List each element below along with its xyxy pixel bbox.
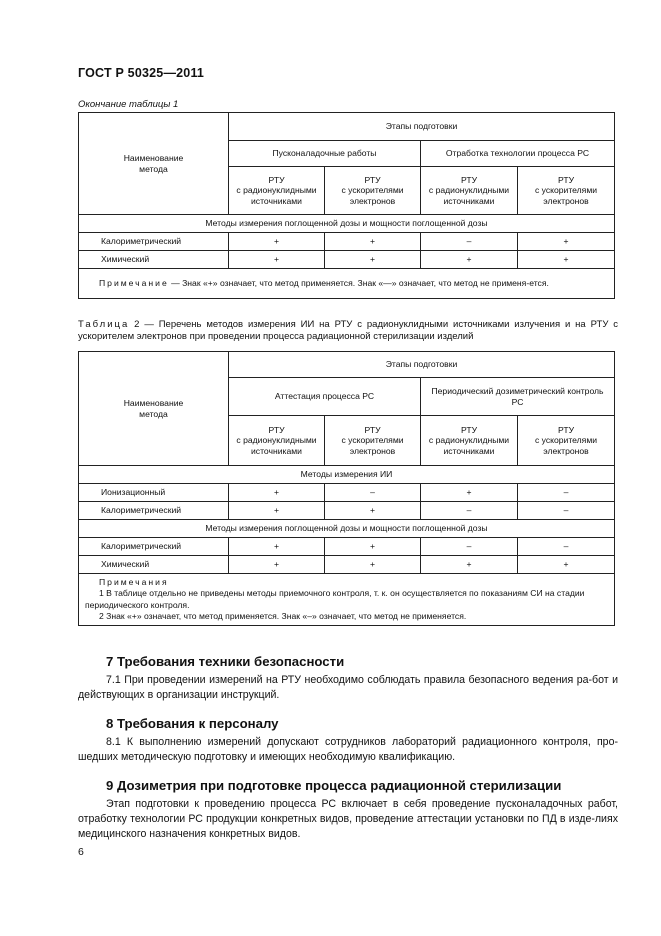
table-cell: + xyxy=(421,484,518,502)
section9-heading: 9 Дозиметрия при подготовке процесса радиационной стерилизации xyxy=(106,778,562,793)
table2-sub-radio-b: РТУ с радионуклидными источниками xyxy=(421,416,518,466)
table1-stage-a: Пусконаладочные работы xyxy=(229,141,421,167)
table-cell: – xyxy=(325,484,421,502)
table2-col-name-header: Наименование метода xyxy=(79,352,229,466)
table2-section1-row: Методы измерения ИИ xyxy=(79,466,615,484)
table2 xyxy=(78,351,615,626)
table2-stage-b: Периодический дозиметрический контроль РС xyxy=(421,378,615,416)
table2-caption-text: 2 — Перечень методов измерения ИИ на РТУ с радионуклидными источниками излучения и на РТУ с ускорителем электронов при проведении процесса радиационной стерилизации изделий xyxy=(78,319,618,343)
table2-section2-row: Методы измерения поглощенной дозы и мощности поглощенной дозы xyxy=(79,520,615,538)
table1 xyxy=(78,112,615,299)
method-name: Калориметрический xyxy=(79,502,229,520)
table-cell: + xyxy=(229,502,325,520)
table-cell: – xyxy=(421,538,518,556)
section7-paragraph: 7.1 При проведении измерений на РТУ необходимо соблюдать правила безопасного ведения ра-бот и действующих в организации инструкций. xyxy=(78,674,618,702)
table-cell: + xyxy=(229,484,325,502)
section7-heading: 7 Требования техники безопасности xyxy=(106,654,345,669)
table-row xyxy=(79,233,615,251)
page-number: 6 xyxy=(78,846,84,858)
table1-sub-accel-a: РТУ с ускорителями электронов xyxy=(325,167,421,215)
table-cell: – xyxy=(518,484,615,502)
method-name: Калориметрический xyxy=(79,233,229,251)
method-name: Химический xyxy=(79,556,229,574)
table1-note xyxy=(79,269,615,299)
table-cell: + xyxy=(325,556,421,574)
table2-stage-a: Аттестация процесса РС xyxy=(229,378,421,416)
table2-notes xyxy=(79,574,615,626)
table2-sub-accel-a: РТУ с ускорителями электронов xyxy=(325,416,421,466)
section8-paragraph: 8.1 К выполнению измерений допускают сотрудников лабораторий радиационного контроля, про-шедших методическую подготовку и имеющих необходимую квалификацию. xyxy=(78,736,618,764)
table-cell: + xyxy=(229,251,325,269)
method-name: Калориметрический xyxy=(79,538,229,556)
table1-caption: Окончание таблицы 1 xyxy=(78,99,179,110)
section8-heading: 8 Требования к персоналу xyxy=(106,716,279,731)
document-code: ГОСТ Р 50325—2011 xyxy=(78,66,205,80)
table2-caption-label: Таблица xyxy=(78,319,130,330)
table-cell: + xyxy=(325,251,421,269)
method-name: Ионизационный xyxy=(79,484,229,502)
table-cell: + xyxy=(518,251,615,269)
table-row xyxy=(79,251,615,269)
table1-col-name-header: Наименование метода xyxy=(79,113,229,215)
table-row xyxy=(79,538,615,556)
method-name: Химический xyxy=(79,251,229,269)
table-cell: + xyxy=(325,233,421,251)
table2-sub-radio-a: РТУ с радионуклидными источниками xyxy=(229,416,325,466)
table-cell: – xyxy=(518,538,615,556)
table-cell: – xyxy=(421,233,518,251)
table1-sub-accel-b: РТУ с ускорителями электронов xyxy=(518,167,615,215)
table2-sub-accel-b: РТУ с ускорителями электронов xyxy=(518,416,615,466)
table-row xyxy=(79,556,615,574)
note-text: — Знак «+» означает, что метод применяется. Знак «—» означает, что метод не применя-ется. xyxy=(168,277,549,288)
section9-paragraph: Этап подготовки к проведению процесса РС включает в себя проведение пусконаладочных работ, отработку технологии РС продукции конкретных видов, проведение аттестации установки по ПД в изде-лиях медицинского назначения конкретных видов. xyxy=(78,798,618,841)
table-cell: + xyxy=(229,538,325,556)
table-row xyxy=(79,484,615,502)
table-cell: + xyxy=(229,556,325,574)
table1-sub-radio-a: РТУ с радионуклидными источниками xyxy=(229,167,325,215)
table2-stages-header: Этапы подготовки xyxy=(229,352,615,378)
table-cell: + xyxy=(325,538,421,556)
table-cell: + xyxy=(518,233,615,251)
table-cell: + xyxy=(421,251,518,269)
note-2: 2 Знак «+» означает, что метод применяется. Знак «–» означает, что метод не применяется. xyxy=(99,610,467,621)
table1-sub-radio-b: РТУ с радионуклидными источниками xyxy=(421,167,518,215)
table2-caption xyxy=(78,319,618,344)
table-cell: + xyxy=(229,233,325,251)
table-row xyxy=(79,502,615,520)
table-cell: + xyxy=(325,502,421,520)
note-label: Примечание xyxy=(99,277,169,288)
table-cell: – xyxy=(421,502,518,520)
table1-section-row: Методы измерения поглощенной дозы и мощности поглощенной дозы xyxy=(79,215,615,233)
table-cell: + xyxy=(518,556,615,574)
table-cell: – xyxy=(518,502,615,520)
table1-stages-header: Этапы подготовки xyxy=(229,113,615,141)
table1-stage-b: Отработка технологии процесса РС xyxy=(421,141,615,167)
note-1: 1 В таблице отдельно не приведены методы приемочного контроля, т. к. он осуществляется по показаниям СИ на стадии периодического контроля. xyxy=(85,588,585,610)
notes-label: Примечания xyxy=(99,577,169,588)
table-cell: + xyxy=(421,556,518,574)
